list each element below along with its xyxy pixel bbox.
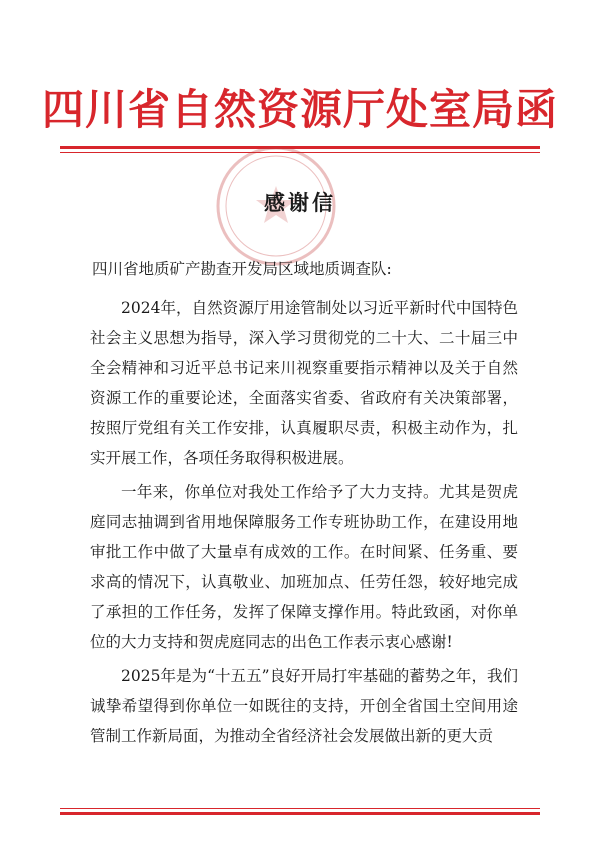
letter-body — [90, 293, 518, 755]
letterhead-title: 四川省自然资源厅处室局函 — [41, 85, 558, 134]
paragraph-3: 2025年是为“十五五”良好开局打牢基础的蓄势之年，我们诚挚希望得到你单位一如既往的支持，开创全省国土空间用途管制工作新局面，为推动全省经济社会发展做出新的更大贡 — [90, 667, 518, 745]
footer-rule-thin — [60, 808, 540, 809]
letter-salutation: 四川省地质矿产勘查开发局区域地质调查队: — [92, 260, 392, 278]
footer-rule-thick — [60, 812, 540, 815]
letter-title: 感谢信 — [264, 190, 336, 215]
paragraph-1: 2024年，自然资源厅用途管制处以习近平新时代中国特色社会主义思想为指导，深入学习贯彻党的二十大、二十届三中全会精神和习近平总书记来川视察重要指示精神以及关于自然资源工作的重要论述，全面落实省委、省政府有关决策部署，按照厅党组有关工作安排，认真履职尽责，积极主动作为，扎实开展工作，各项任务取得积极进展。 — [90, 299, 518, 467]
paragraph-2: 一年来，你单位对我处工作给予了大力支持。尤其是贺虎庭同志抽调到省用地保障服务工作专班协助工作，在建设用地审批工作中做了大量卓有成效的工作。在时间紧、任务重、要求高的情况下，认真敬业、加班加点、任劳任怨，较好地完成了承担的工作任务，发挥了保障支撑作用。特此致函，对你单位的大力支持和贺虎庭同志的出色工作表示衷心感谢! — [90, 483, 518, 651]
